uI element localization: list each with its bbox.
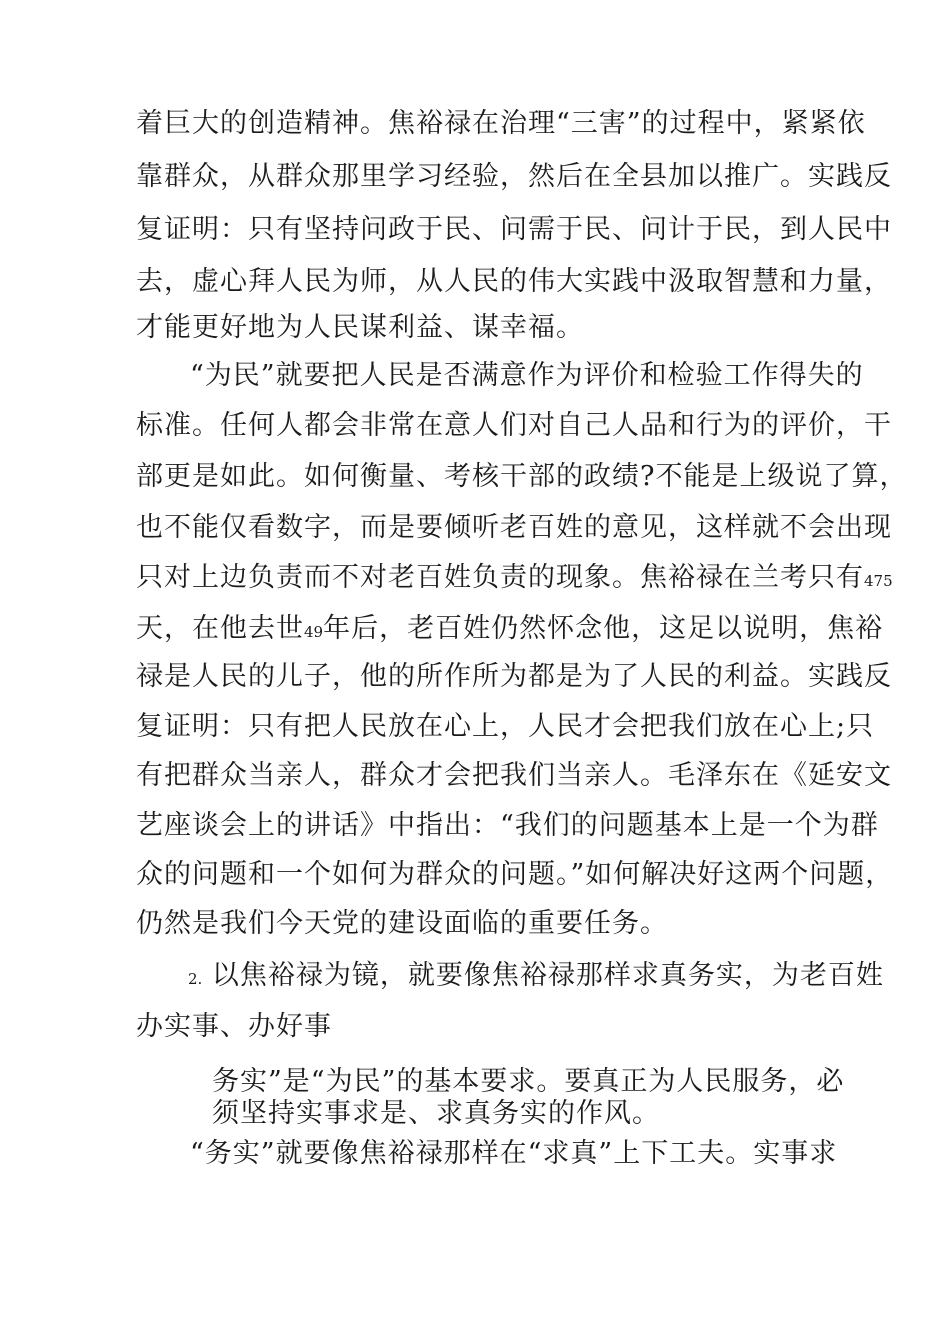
heading-2-line-1	[188, 958, 884, 997]
paragraph-2-line-2: 标准。任何人都会非常在意人们对自己人品和行为的评价，干	[136, 410, 892, 441]
heading-2-line-2: 办实事、办好事	[136, 1011, 332, 1042]
paragraph-4-line-1: “务实”就要像焦裕禄那样在“求真”上下工夫。实事求	[190, 1138, 838, 1169]
days-number: 475	[864, 572, 893, 590]
paragraph-2-line-12: 仍然是我们今天党的建设面临的重要任务。	[136, 908, 668, 939]
paragraph-2-line-6-start: 天，在他去世	[136, 613, 304, 644]
paragraph-2-line-6	[136, 611, 883, 650]
years-number: 49	[304, 623, 324, 641]
paragraph-2-line-5-text: 只对上边负责而不对老百姓负责的现象。焦裕禄在兰考只有	[136, 562, 864, 593]
paragraph-1-line-4: 去，虚心拜人民为师，从人民的伟大实践中汲取智慧和力量，	[136, 266, 892, 297]
paragraph-2-line-6-end: 年后，老百姓仍然怀念他，这足以说明，焦裕	[323, 613, 884, 644]
paragraph-2-line-1: “为民”就要把人民是否满意作为评价和检验工作得失的	[190, 360, 864, 391]
heading-2-number: 2.	[188, 970, 203, 988]
paragraph-1-line-3: 复证明：只有坚持问政于民、问需于民、问计于民，到人民中	[136, 214, 892, 245]
paragraph-2-line-8: 复证明：只有把人民放在心上，人民才会把我们放在心上;只	[136, 711, 875, 742]
paragraph-2-line-4: 也不能仅看数字，而是要倾听老百姓的意见，这样就不会出现	[136, 512, 892, 543]
paragraph-1-line-5: 才能更好地为人民谋利益、谋幸福。	[136, 312, 584, 343]
paragraph-3-line-1: 务实”是“为民”的基本要求。要真正为人民服务，必	[212, 1066, 845, 1097]
paragraph-2-line-9: 有把群众当亲人，群众才会把我们当亲人。毛泽东在《延安文	[136, 760, 892, 791]
paragraph-2-line-10: 艺座谈会上的讲话》中指出：“我们的问题基本上是一个为群	[136, 810, 879, 841]
paragraph-3-line-2: 须坚持实事求是、求真务实的作风。	[212, 1098, 660, 1129]
paragraph-2-line-5	[136, 560, 893, 599]
paragraph-1-line-2: 靠群众，从群众那里学习经验，然后在全县加以推广。实践反	[136, 161, 892, 192]
paragraph-1-line-1: 着巨大的创造精神。焦裕禄在治理“三害”的过程中，紧紧依	[136, 108, 866, 139]
paragraph-2-line-3: 部更是如此。如何衡量、考核干部的政绩?不能是上级说了算，	[136, 461, 908, 492]
heading-2-text: 以焦裕禄为镜，就要像焦裕禄那样求真务实，为老百姓	[211, 960, 884, 991]
paragraph-2-line-7: 禄是人民的儿子，他的所作所为都是为了人民的利益。实践反	[136, 661, 892, 692]
paragraph-2-line-11: 众的问题和一个如何为群众的问题。”如何解决好这两个问题，	[136, 859, 894, 890]
